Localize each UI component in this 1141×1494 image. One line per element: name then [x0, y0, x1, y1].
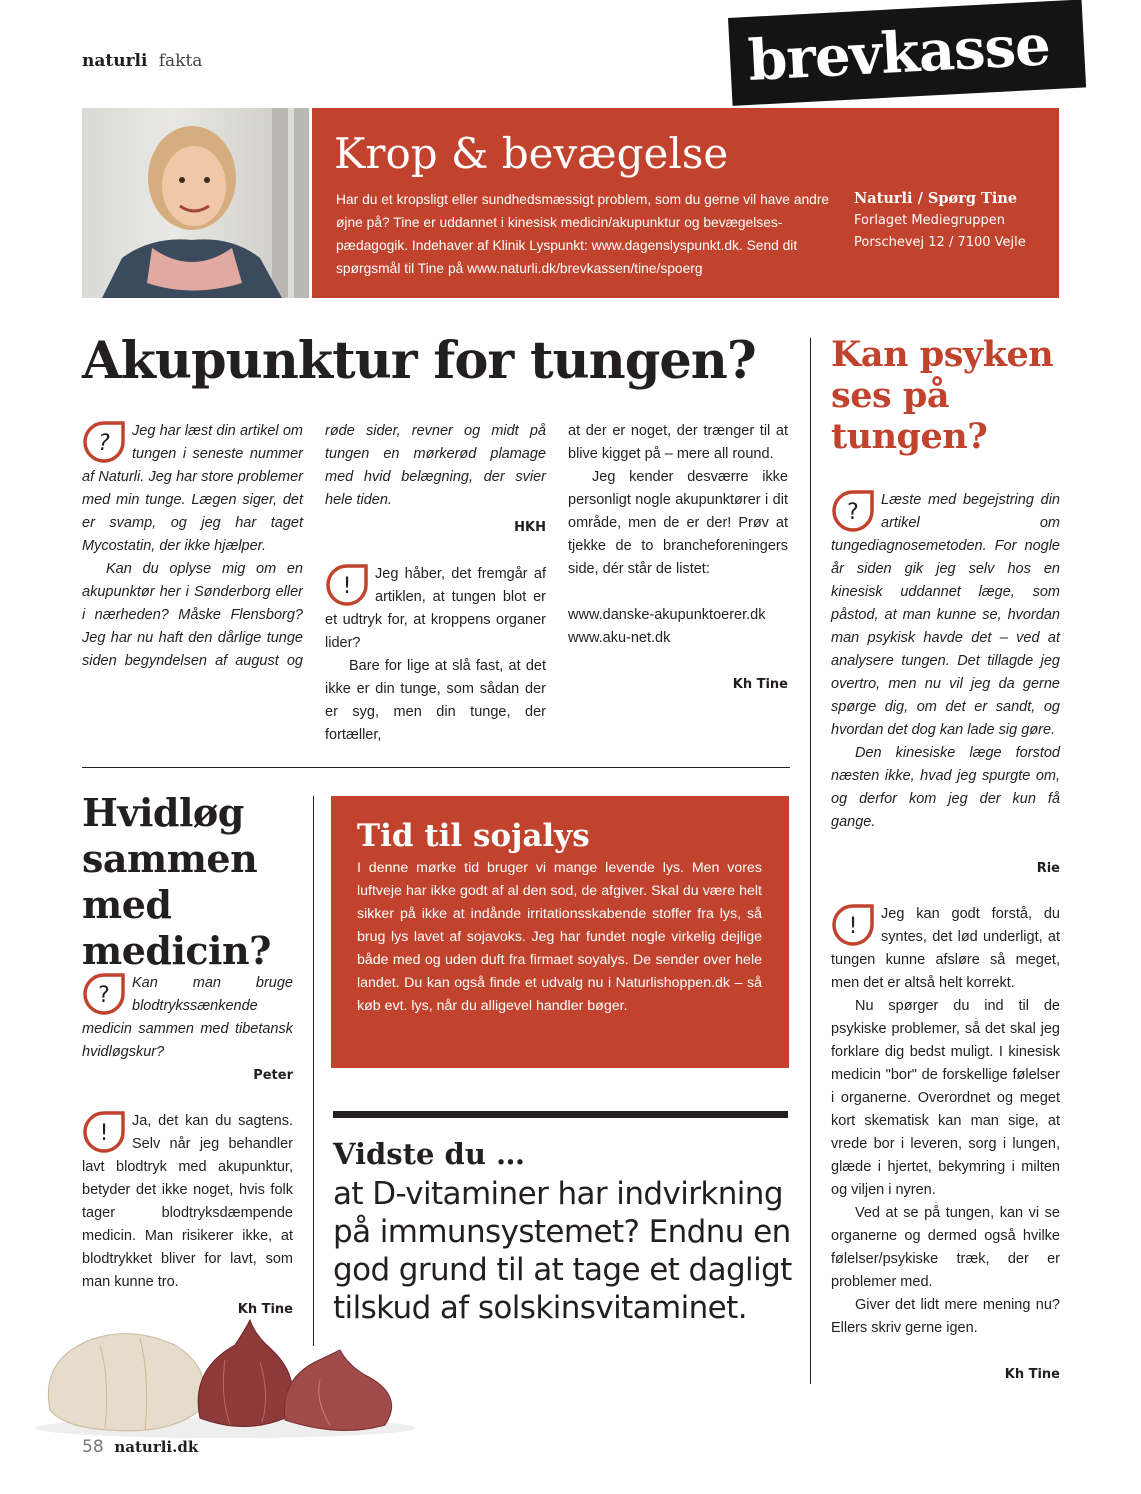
answer-mark-text: ! — [848, 914, 858, 939]
answer-icon — [82, 1110, 122, 1150]
article1-link1[interactable]: www.danske-akupunktoerer.dk — [568, 607, 766, 623]
tip-box — [331, 796, 789, 1068]
article1-col3 — [568, 420, 788, 696]
question-icon — [831, 489, 871, 529]
article2-body — [82, 972, 293, 1321]
answer-icon — [831, 903, 871, 943]
article3-question-sig: Rie — [1036, 861, 1060, 876]
didyouknow-rule — [333, 1111, 788, 1118]
article3-answer-p3: Ved at se på tungen, kan vi se organerne og dermed også hvilke følelser/psykiske træk, der er problemer med. — [831, 1205, 1060, 1290]
column-divider-lower — [313, 796, 314, 1346]
banner-intro: Har du et kropsligt eller sundhedsmæssigt problem, som du gerne vil have andre øjne på? Tine er uddannet i kinesisk medicin/akupunktur og bevægelses-pædagogik. Indehaver af Klinik Lyspunkt: www.dagenslyspunkt.dk. Send dit spørgsmål til Tine på www.naturli.dk/brevkassen/tine/spoerg — [336, 192, 830, 276]
didyouknow-label: Vidste du … — [333, 1137, 526, 1171]
didyouknow-text: at D-vitaminer har indvirkning på immunsystemet? Endnu en god grund til at tage et dagligt tilskud af solskinsvitaminet. — [333, 1176, 792, 1326]
article2-question-sig: Peter — [253, 1068, 293, 1083]
article3-headline-line2: ses på — [831, 375, 950, 416]
page-number: 58 — [82, 1437, 104, 1457]
answer-mark-text: ! — [342, 574, 352, 599]
article1-question-sig: HKH — [514, 520, 546, 535]
column-divider-right — [810, 338, 811, 1384]
banner-address — [854, 188, 1054, 254]
address-line-1: Forlaget Mediegruppen — [854, 213, 1006, 228]
article3-answer-sig: Kh Tine — [1004, 1367, 1060, 1382]
article3-answer-p4: Giver det lidt mere mening nu? Ellers skriv gerne igen. — [831, 1297, 1060, 1336]
banner-title: Krop & bevægelse — [334, 129, 729, 178]
article2-answer: Ja, det kan du sagtens. Selv når jeg behandler lavt blodtryk med akupunktur, betyder det ikke noget, hvis folk tager blodtryksdæmpende medicin. Man risikerer ikke, at blodtrykket bliver for lavt, som man kunne tro. — [82, 1113, 293, 1290]
article1-link2[interactable]: www.aku-net.dk — [568, 630, 671, 646]
article3-answer-p1: Jeg kan godt forstå, du syntes, det lød underligt, at tungen kunne afsløre så meget, men det er altså helt korrekt. — [831, 906, 1060, 991]
article3-question-p2: Den kinesiske læge forstod næsten ikke, hvad jeg spurgte om, og derfor kom jeg der kun få gange. — [831, 745, 1060, 830]
article2-answer-sig: Kh Tine — [237, 1302, 293, 1317]
article2-headline — [82, 790, 271, 974]
article3-answer-p2: Nu spørger du ind til de psykiske problemer, så det skal jeg forklare dig bedst muligt. I kinesisk medicin "bor" de forskellige følelser i organerne. Overordnet og meget kort skematisk kan man sige, at vrede bor i leveren, sorg i lungen, glæde i hjertet, bekymring i milten og viljen i nyren. — [831, 998, 1060, 1198]
brevkasse-label-box — [728, 0, 1086, 106]
article3-headline-line3: tungen? — [831, 416, 988, 457]
header-brand-line — [82, 50, 202, 72]
tip-title: Tid til sojalys — [357, 818, 590, 854]
brand-name: naturli — [82, 51, 148, 71]
article2-headline-line1: Hvidløg — [82, 790, 244, 835]
article1-col1 — [82, 420, 303, 673]
article1-question-p2: Kan du oplyse mig om en akupunktør her i Sønderborg eller i nærheden? Måske Flensborg? Jeg har nu haft den dårlige tunge siden begyndelsen af august og — [82, 561, 303, 669]
answer-icon — [325, 563, 365, 603]
article1-answer-p3: Jeg kender desværre ikke personligt nogle akupunktører i dit område, men de er der! Prøv at tjekke de to brancheforeningers side, dér står de listet: — [568, 469, 788, 577]
article2-headline-line2: sammen — [82, 836, 258, 881]
tip-body: I denne mørke tid bruger vi mange levende lys. Men vores luftveje har ikke godt af al den sod, de afgiver. Skal du være helt sikker på ikke at indånde irritationsskabende stoffer fra lys, så brug lys lavet af sojavoks. Jeg har fundet nogle virkelig dejlige både med og uden duft fra firmaet soyalys. De sender over hele landet. Du kan også finde et udvalg nu i Naturlishoppen.dk – så køb evt. lys, når du alligevel handler bøger. — [357, 860, 762, 1014]
article1-col2 — [325, 420, 546, 747]
article3-body — [831, 489, 1060, 1386]
article3-headline — [831, 334, 1053, 457]
author-portrait — [82, 108, 309, 298]
article1-answer-p2-cont: at der er noget, der trænger til at blive kigget på – mere all round. — [568, 423, 788, 462]
section-divider — [82, 767, 790, 768]
section-name: fakta — [158, 51, 203, 71]
question-icon — [82, 972, 122, 1012]
article1-answer-p1: Jeg håber, det fremgår af artiklen, at tungen blot er et udtryk for, at kroppens organer lider? — [325, 566, 546, 651]
article2-headline-line4: medicin? — [82, 928, 271, 973]
footer-site: naturli.dk — [114, 1438, 199, 1456]
article3-question-p1: Læste med begejstring din artikel om tungediagnosemetoden. For nogle år siden gik jeg selv hos en kinesisk uddannet læge, som påstod, at man kunne se, hvordan man psykisk havde det – ved at analysere tungen. Det tillagde jeg overtro, men nu vil jeg da gerne spørge dig, om det er sandt, og hvordan det dog kan lade sig gøre. — [831, 492, 1060, 738]
question-mark-text: ? — [847, 500, 859, 525]
article2-question: Kan man bruge blodtrykssænkende medicin sammen med tibetansk hvidløgskur? — [82, 975, 293, 1060]
question-icon — [82, 420, 122, 460]
article1-question-p2-cont: røde sider, revner og midt på tungen en mørkerød plamage med hvid belægning, der svier hele tiden. — [325, 423, 546, 508]
brevkasse-label: brevkasse — [746, 12, 1052, 94]
article1-answer-p2-part: Bare for lige at slå fast, at det ikke er din tunge, som sådan der er syg, men din tunge, der fortæller, — [325, 658, 546, 743]
address-name: Naturli / Spørg Tine — [854, 190, 1018, 207]
article1-question-p1: Jeg har læst din artikel om tungen i seneste nummer af Naturli. Jeg har store problemer med min tunge. Lægen siger, det er svamp, og jeg har taget Mycostatin, der ikke hjælper. — [82, 423, 303, 554]
footer — [82, 1437, 198, 1457]
address-line-2: Porschevej 12 / 7100 Vejle — [854, 235, 1026, 250]
banner-box — [312, 108, 1059, 298]
article1-headline: Akupunktur for tungen? — [82, 331, 756, 391]
article2-headline-line3: med — [82, 882, 172, 927]
author-photo — [82, 108, 309, 298]
article3-headline-line1: Kan psyken — [831, 334, 1054, 375]
article1-answer-sig: Kh Tine — [732, 677, 788, 692]
question-mark-text: ? — [98, 431, 110, 456]
answer-mark-text: ! — [99, 1121, 109, 1146]
question-mark-text: ? — [98, 983, 110, 1008]
